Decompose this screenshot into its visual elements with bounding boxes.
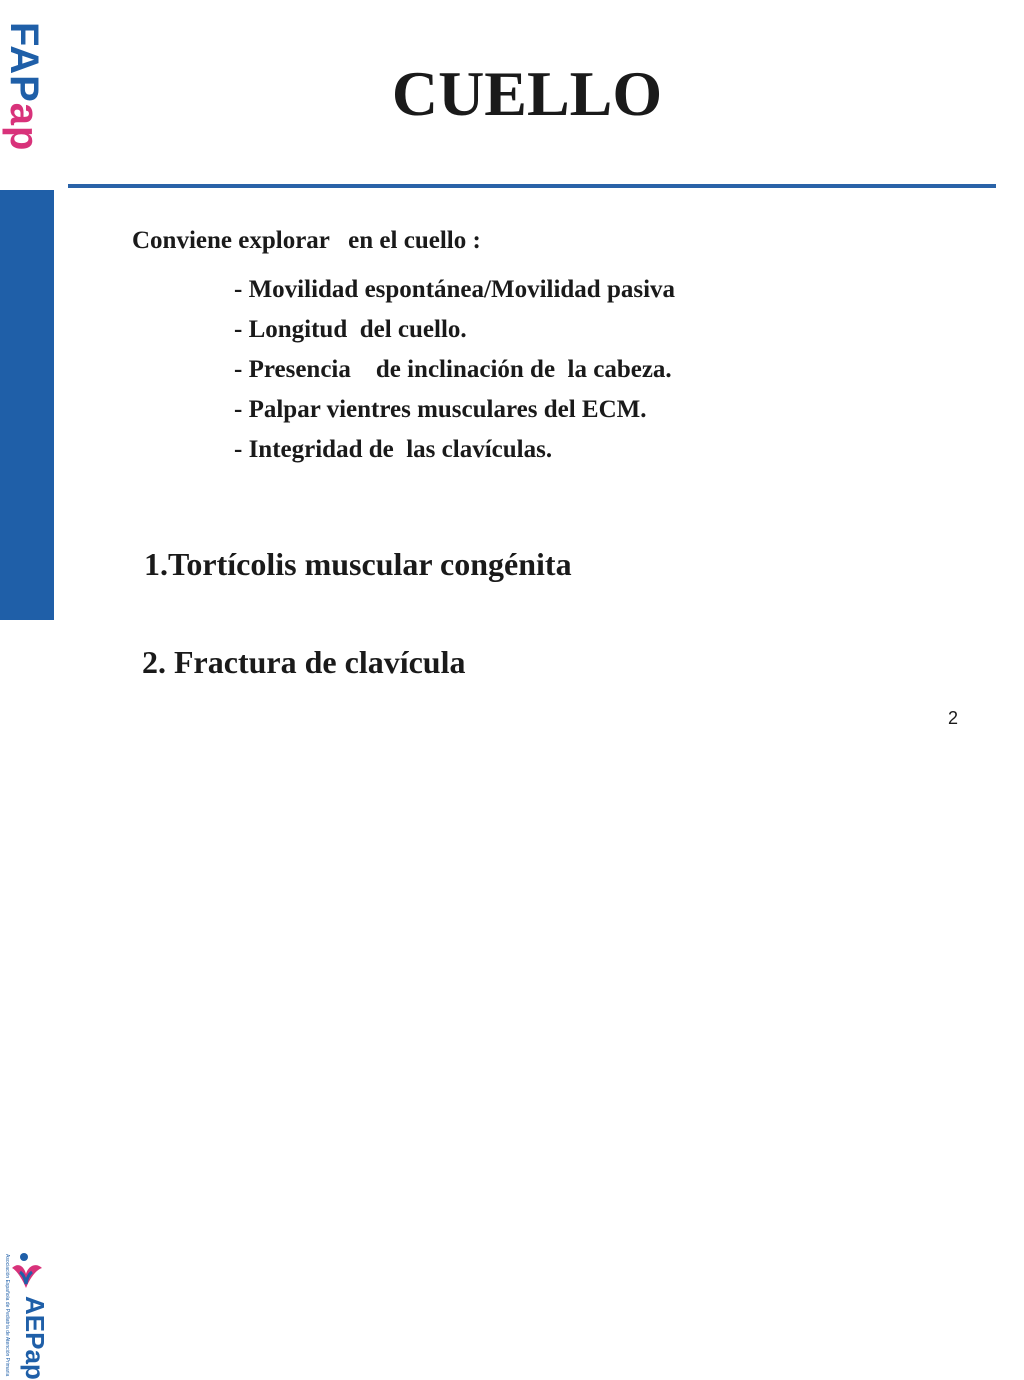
- sidebar: [0, 0, 54, 1380]
- intro-text: Conviene explorar en el cuello :: [132, 227, 481, 254]
- slide-title: CUELLO: [391, 58, 663, 129]
- topic-clavicle-fracture: 2. Fractura de clavícula: [142, 644, 466, 680]
- checklist-item: - Palpar vientres musculares del ECM.: [234, 396, 647, 423]
- exploration-checklist: [234, 270, 675, 470]
- topic-torticollis: 1.Tortícolis muscular congénita: [144, 546, 572, 582]
- sidebar-blue-band: [0, 190, 54, 620]
- fapap-logo-text-blue: FAP: [2, 22, 46, 103]
- fapap-logo-text-pink: ap: [2, 102, 46, 152]
- aepap-figure-icon: [10, 1252, 44, 1292]
- aepap-logo: [0, 620, 54, 1380]
- checklist-item: - Longitud del cuello.: [234, 316, 467, 343]
- checklist-item: - Movilidad espontánea/Movilidad pasiva: [234, 276, 676, 303]
- checklist-item: - Integridad de las clavículas.: [234, 436, 553, 463]
- title-underline: [68, 184, 996, 188]
- checklist-item: - Presencia de inclinación de la cabeza.: [234, 356, 672, 383]
- aepap-logo-text: AEPap: [20, 1296, 50, 1380]
- page-number: 2: [948, 708, 959, 728]
- fapap-logo: [0, 0, 54, 190]
- fapap-logo-text: [4, 22, 44, 151]
- aepap-logo-caption: Asociación Española de Pediatría de Atención Primaria: [4, 1254, 10, 1377]
